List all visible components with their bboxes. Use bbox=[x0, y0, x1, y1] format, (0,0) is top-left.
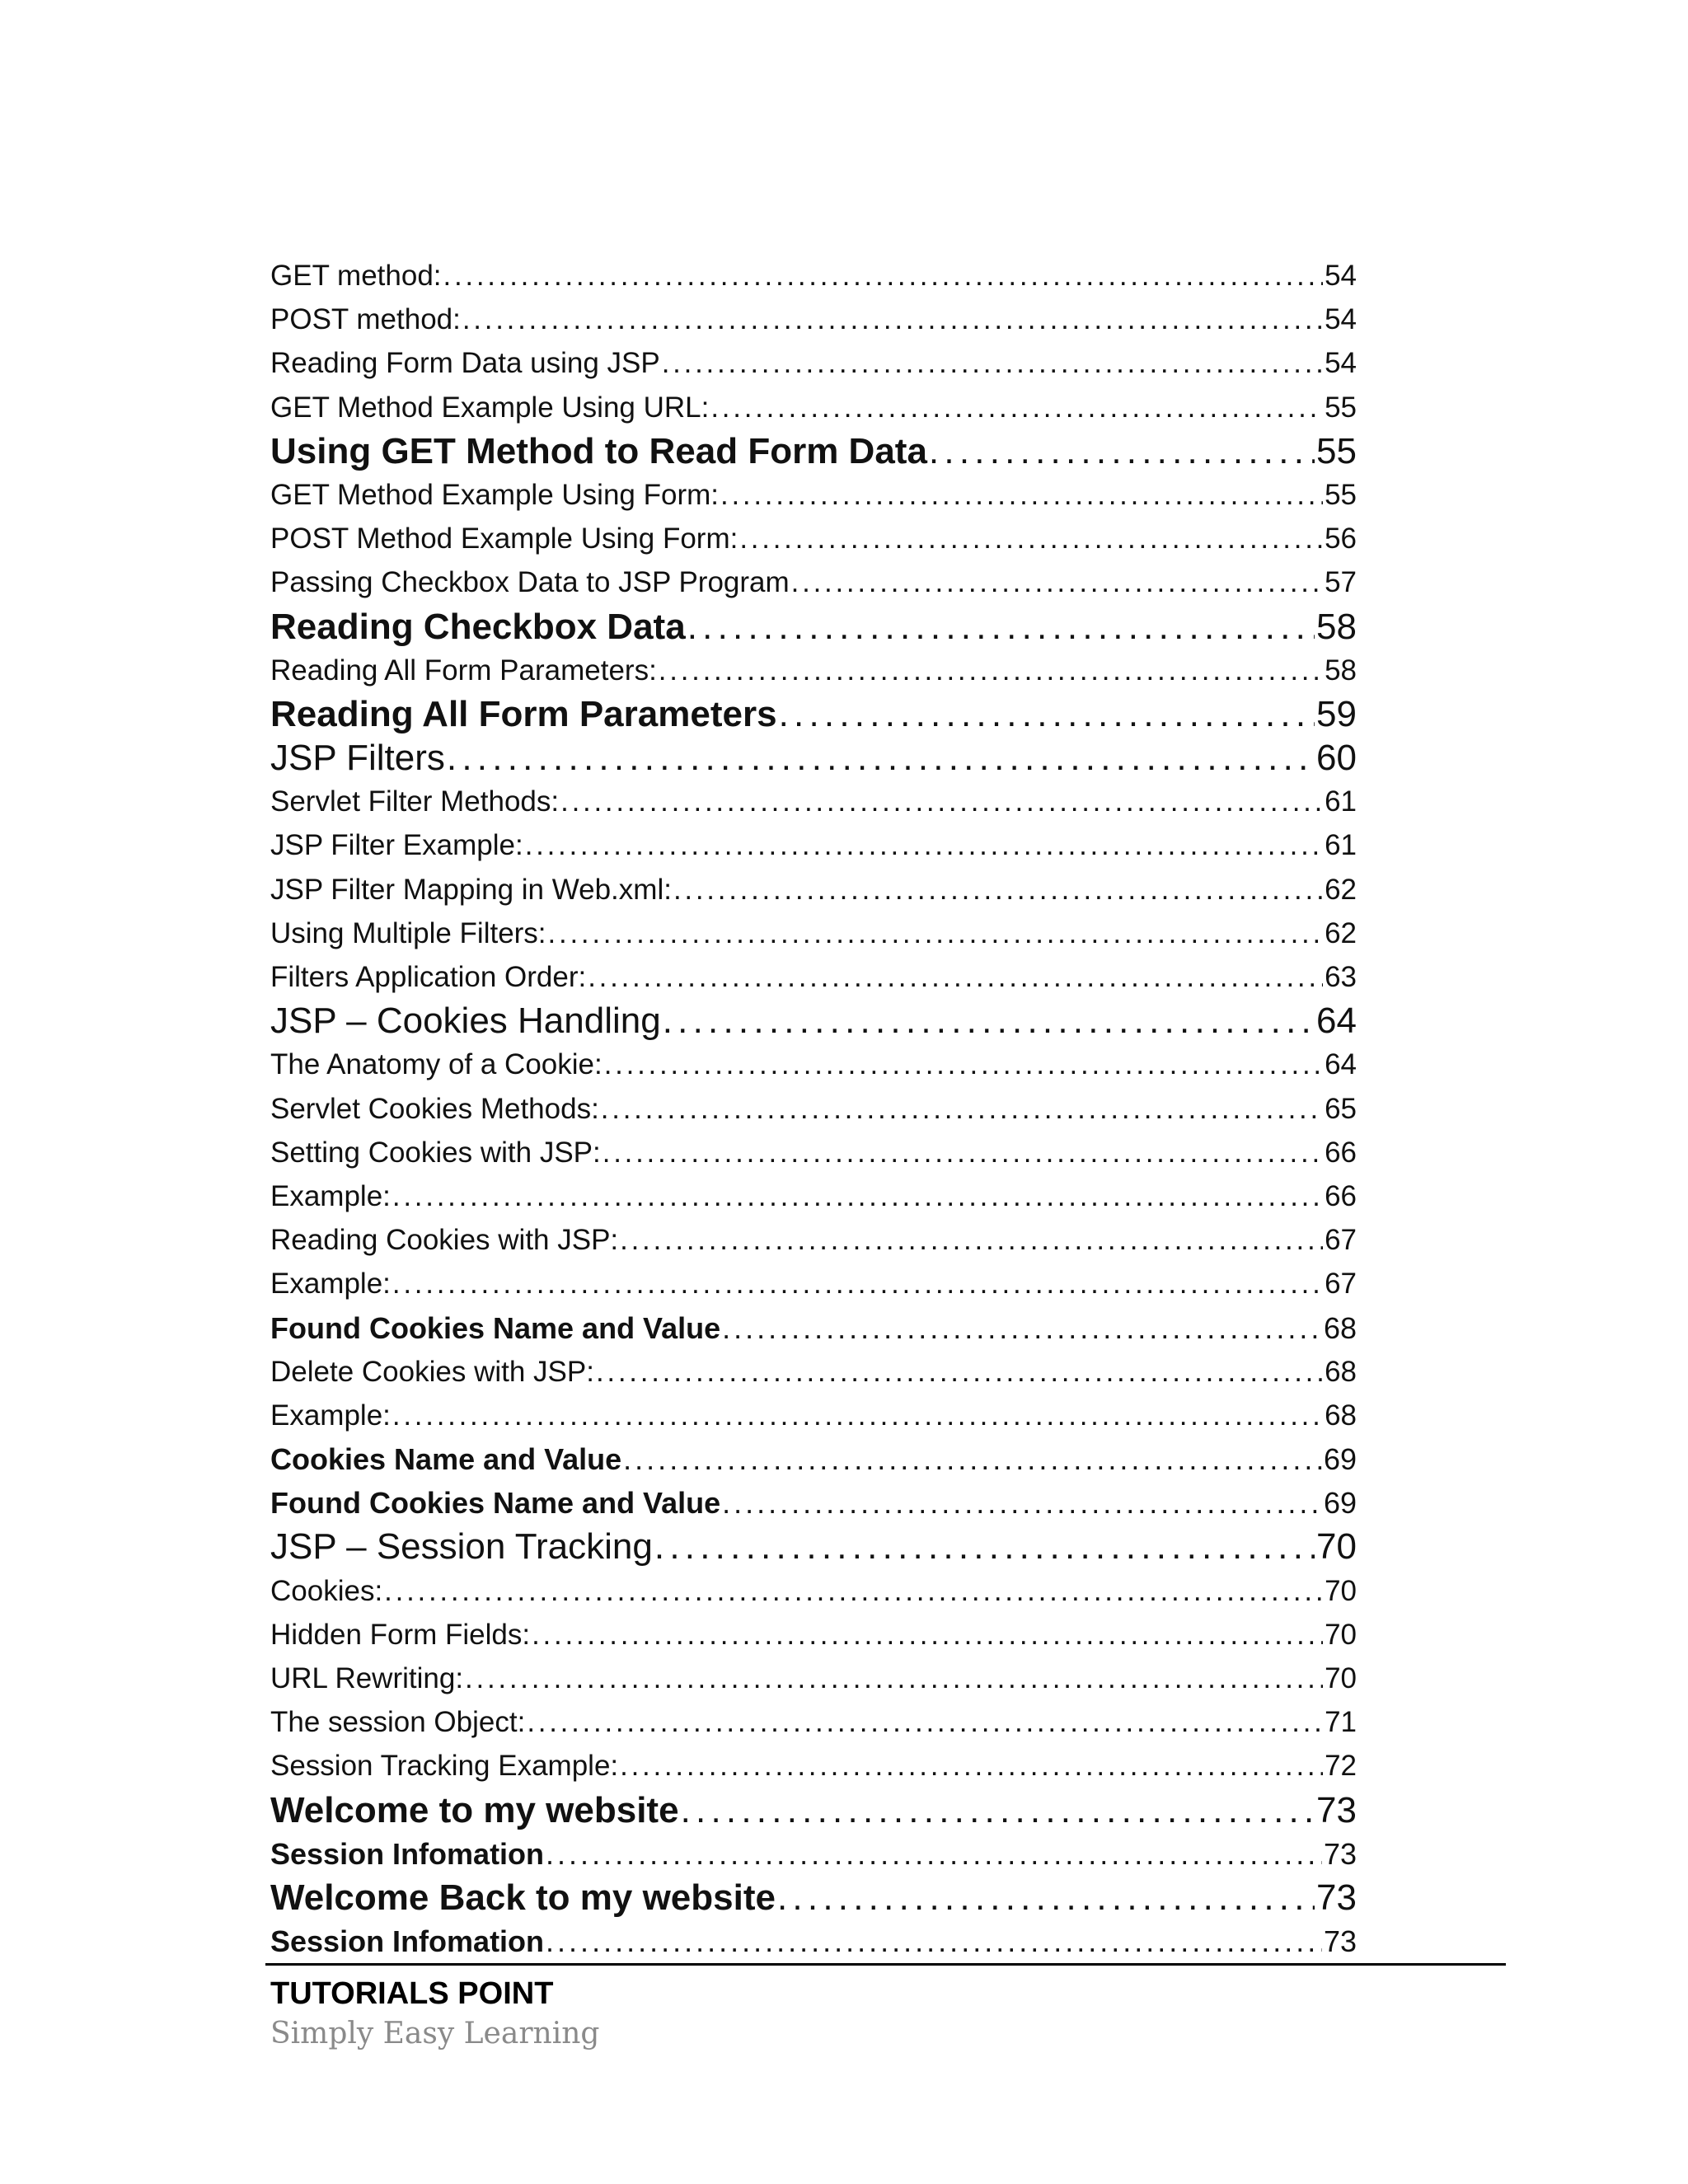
toc-entry[interactable] bbox=[270, 1919, 1357, 1963]
dot-leader bbox=[588, 955, 1323, 999]
toc-entry-title: JSP Filter Example: bbox=[270, 829, 523, 862]
dot-leader bbox=[662, 341, 1323, 385]
toc-entry-title: Example: bbox=[270, 1399, 391, 1432]
dot-leader bbox=[465, 1657, 1323, 1700]
toc-entry[interactable] bbox=[270, 1087, 1357, 1131]
toc-entry[interactable] bbox=[270, 1788, 1357, 1832]
footer-brand: TUTORIALS POINT bbox=[270, 1976, 554, 2011]
toc-entry-page: 70 bbox=[1316, 1526, 1357, 1568]
toc-entry[interactable] bbox=[270, 649, 1357, 692]
toc-entry-page: 54 bbox=[1325, 347, 1357, 380]
dot-leader bbox=[673, 868, 1323, 912]
toc-entry-title: Setting Cookies with JSP: bbox=[270, 1136, 601, 1169]
dot-leader bbox=[527, 1700, 1323, 1744]
toc-entry[interactable] bbox=[270, 1744, 1357, 1788]
dot-leader bbox=[659, 649, 1323, 692]
toc-entry[interactable] bbox=[270, 429, 1357, 473]
toc-entry-page: 68 bbox=[1323, 1310, 1357, 1345]
toc-entry-title: Using GET Method to Read Form Data bbox=[270, 430, 927, 471]
toc-entry-page: 65 bbox=[1325, 1092, 1357, 1125]
toc-entry-title: Reading Form Data using JSP bbox=[270, 347, 660, 380]
toc-entry-page: 73 bbox=[1316, 1877, 1357, 1918]
toc-entry-page: 73 bbox=[1316, 1789, 1357, 1830]
toc-entry-page: 64 bbox=[1325, 1048, 1357, 1081]
toc-entry-page: 58 bbox=[1316, 606, 1357, 647]
toc-entry-page: 61 bbox=[1325, 829, 1357, 862]
dot-leader bbox=[620, 1744, 1323, 1788]
toc-entry-page: 64 bbox=[1316, 1001, 1357, 1042]
toc-entry-title: JSP – Cookies Handling bbox=[270, 1001, 661, 1042]
toc-entry[interactable] bbox=[270, 955, 1357, 999]
toc-entry-title: Session Infomation bbox=[270, 1924, 545, 1959]
toc-entry[interactable] bbox=[270, 1043, 1357, 1086]
toc-entry[interactable] bbox=[270, 1350, 1357, 1394]
dot-leader bbox=[620, 1218, 1323, 1262]
toc-entry-page: 66 bbox=[1325, 1136, 1357, 1169]
toc-entry-title: Cookies Name and Value bbox=[270, 1442, 622, 1477]
footer-divider bbox=[265, 1963, 1506, 1966]
dot-leader bbox=[443, 254, 1324, 298]
dot-leader bbox=[546, 1832, 1322, 1876]
toc-entry[interactable] bbox=[270, 605, 1357, 649]
toc-entry-page: 59 bbox=[1316, 693, 1357, 734]
dot-leader bbox=[779, 692, 1315, 736]
toc-entry-page: 66 bbox=[1325, 1179, 1357, 1212]
toc-entry-page: 62 bbox=[1325, 916, 1357, 949]
dot-leader bbox=[722, 1481, 1322, 1525]
toc-entry-page: 58 bbox=[1325, 654, 1357, 687]
dot-leader bbox=[596, 1350, 1323, 1394]
dot-leader bbox=[777, 1876, 1315, 1919]
toc-entry-title: Welcome to my website bbox=[270, 1789, 679, 1830]
toc-entry-title: The session Object: bbox=[270, 1706, 526, 1739]
table-of-contents bbox=[270, 254, 1357, 1963]
toc-entry-title: Reading Checkbox Data bbox=[270, 606, 686, 647]
toc-entry[interactable] bbox=[270, 912, 1357, 955]
toc-entry[interactable] bbox=[270, 517, 1357, 560]
toc-entry-title: Reading Cookies with JSP: bbox=[270, 1224, 619, 1257]
dot-leader bbox=[687, 605, 1315, 649]
toc-entry[interactable] bbox=[270, 1569, 1357, 1613]
toc-entry-title: Reading All Form Parameters bbox=[270, 693, 777, 734]
toc-entry-page: 67 bbox=[1325, 1268, 1357, 1301]
toc-entry-title: Welcome Back to my website bbox=[270, 1877, 776, 1918]
toc-entry-page: 72 bbox=[1325, 1750, 1357, 1783]
dot-leader bbox=[392, 1394, 1323, 1437]
toc-entry-title: Servlet Cookies Methods: bbox=[270, 1092, 599, 1125]
toc-entry-page: 69 bbox=[1323, 1486, 1357, 1521]
toc-entry-title: GET method: bbox=[270, 260, 442, 292]
toc-entry-title: Passing Checkbox Data to JSP Program bbox=[270, 566, 790, 599]
dot-leader bbox=[604, 1043, 1323, 1086]
dot-leader bbox=[791, 560, 1323, 604]
dot-leader bbox=[560, 780, 1323, 823]
dot-leader bbox=[447, 736, 1315, 780]
dot-leader bbox=[525, 823, 1323, 867]
toc-entry-page: 68 bbox=[1325, 1399, 1357, 1432]
toc-entry[interactable] bbox=[270, 1481, 1357, 1525]
dot-leader bbox=[929, 429, 1315, 473]
toc-entry[interactable] bbox=[270, 473, 1357, 517]
toc-entry-title: POST Method Example Using Form: bbox=[270, 523, 738, 555]
toc-entry-page: 70 bbox=[1325, 1662, 1357, 1694]
toc-entry[interactable] bbox=[270, 736, 1357, 780]
toc-entry[interactable] bbox=[270, 1174, 1357, 1218]
toc-entry[interactable] bbox=[270, 386, 1357, 429]
toc-entry-title: URL Rewriting: bbox=[270, 1662, 464, 1694]
toc-entry[interactable] bbox=[270, 1700, 1357, 1744]
toc-entry[interactable] bbox=[270, 1131, 1357, 1174]
dot-leader bbox=[548, 912, 1324, 955]
dot-leader bbox=[623, 1437, 1322, 1481]
toc-entry-title: Found Cookies Name and Value bbox=[270, 1310, 721, 1345]
toc-entry-page: 69 bbox=[1323, 1442, 1357, 1477]
toc-entry-title: GET Method Example Using Form: bbox=[270, 478, 719, 511]
toc-entry-title: POST method: bbox=[270, 303, 461, 336]
toc-entry-page: 60 bbox=[1316, 738, 1357, 779]
toc-entry-title: Example: bbox=[270, 1268, 391, 1301]
toc-entry-page: 67 bbox=[1325, 1224, 1357, 1257]
toc-entry-page: 61 bbox=[1325, 785, 1357, 818]
toc-entry[interactable] bbox=[270, 1306, 1357, 1350]
footer-tagline: Simply Easy Learning bbox=[270, 2017, 600, 2050]
toc-entry-title: JSP – Session Tracking bbox=[270, 1526, 653, 1568]
toc-entry[interactable] bbox=[270, 1218, 1357, 1262]
toc-entry[interactable] bbox=[270, 298, 1357, 341]
toc-entry[interactable] bbox=[270, 823, 1357, 867]
dot-leader bbox=[663, 999, 1315, 1043]
dot-leader bbox=[720, 473, 1323, 517]
dot-leader bbox=[681, 1788, 1315, 1832]
toc-entry[interactable] bbox=[270, 868, 1357, 912]
toc-entry[interactable] bbox=[270, 1437, 1357, 1481]
toc-entry-page: 63 bbox=[1325, 961, 1357, 993]
toc-entry[interactable] bbox=[270, 1657, 1357, 1700]
toc-entry[interactable] bbox=[270, 1876, 1357, 1919]
toc-entry-page: 57 bbox=[1325, 566, 1357, 599]
toc-entry-page: 55 bbox=[1325, 478, 1357, 511]
dot-leader bbox=[739, 517, 1323, 560]
dot-leader bbox=[546, 1919, 1322, 1963]
toc-entry-page: 68 bbox=[1325, 1355, 1357, 1388]
toc-entry-title: Found Cookies Name and Value bbox=[270, 1486, 721, 1521]
toc-entry[interactable] bbox=[270, 999, 1357, 1043]
toc-entry[interactable] bbox=[270, 341, 1357, 385]
toc-entry[interactable] bbox=[270, 780, 1357, 823]
dot-leader bbox=[384, 1569, 1323, 1613]
toc-entry-page: 62 bbox=[1325, 873, 1357, 906]
toc-entry-title: Session Tracking Example: bbox=[270, 1750, 619, 1783]
toc-entry-page: 54 bbox=[1325, 303, 1357, 336]
toc-entry-title: JSP Filters bbox=[270, 738, 445, 779]
toc-entry-page: 56 bbox=[1325, 523, 1357, 555]
toc-entry[interactable] bbox=[270, 1262, 1357, 1305]
toc-entry[interactable] bbox=[270, 1832, 1357, 1876]
toc-entry-title: The Anatomy of a Cookie: bbox=[270, 1048, 603, 1081]
toc-entry-title: Session Infomation bbox=[270, 1836, 545, 1871]
toc-entry-title: JSP Filter Mapping in Web.xml: bbox=[270, 873, 672, 906]
toc-entry-title: Example: bbox=[270, 1179, 391, 1212]
dot-leader bbox=[601, 1087, 1323, 1131]
dot-leader bbox=[603, 1131, 1323, 1174]
toc-entry-page: 70 bbox=[1325, 1618, 1357, 1651]
toc-entry-title: Cookies: bbox=[270, 1574, 383, 1607]
toc-entry-title: GET Method Example Using URL: bbox=[270, 391, 710, 424]
toc-entry[interactable] bbox=[270, 692, 1357, 736]
toc-entry[interactable] bbox=[270, 560, 1357, 604]
toc-entry-title: Reading All Form Parameters: bbox=[270, 654, 657, 687]
dot-leader bbox=[654, 1525, 1315, 1568]
toc-entry[interactable] bbox=[270, 1394, 1357, 1437]
toc-entry-title: Hidden Form Fields: bbox=[270, 1618, 531, 1651]
toc-entry[interactable] bbox=[270, 1613, 1357, 1657]
toc-entry-title: Filters Application Order: bbox=[270, 961, 587, 993]
dot-leader bbox=[532, 1613, 1323, 1657]
dot-leader bbox=[710, 386, 1323, 429]
toc-entry-page: 73 bbox=[1323, 1924, 1357, 1959]
dot-leader bbox=[392, 1262, 1323, 1305]
toc-entry-page: 73 bbox=[1323, 1836, 1357, 1871]
toc-entry[interactable] bbox=[270, 254, 1357, 298]
dot-leader bbox=[462, 298, 1323, 341]
toc-entry-page: 54 bbox=[1325, 260, 1357, 292]
toc-entry-title: Using Multiple Filters: bbox=[270, 916, 546, 949]
dot-leader bbox=[392, 1174, 1323, 1218]
dot-leader bbox=[722, 1306, 1322, 1350]
toc-entry-page: 55 bbox=[1316, 430, 1357, 471]
toc-entry-page: 71 bbox=[1325, 1706, 1357, 1739]
toc-entry-title: Servlet Filter Methods: bbox=[270, 785, 560, 818]
toc-entry-title: Delete Cookies with JSP: bbox=[270, 1355, 594, 1388]
toc-entry[interactable] bbox=[270, 1525, 1357, 1568]
toc-entry-page: 70 bbox=[1325, 1574, 1357, 1607]
toc-entry-page: 55 bbox=[1325, 391, 1357, 424]
